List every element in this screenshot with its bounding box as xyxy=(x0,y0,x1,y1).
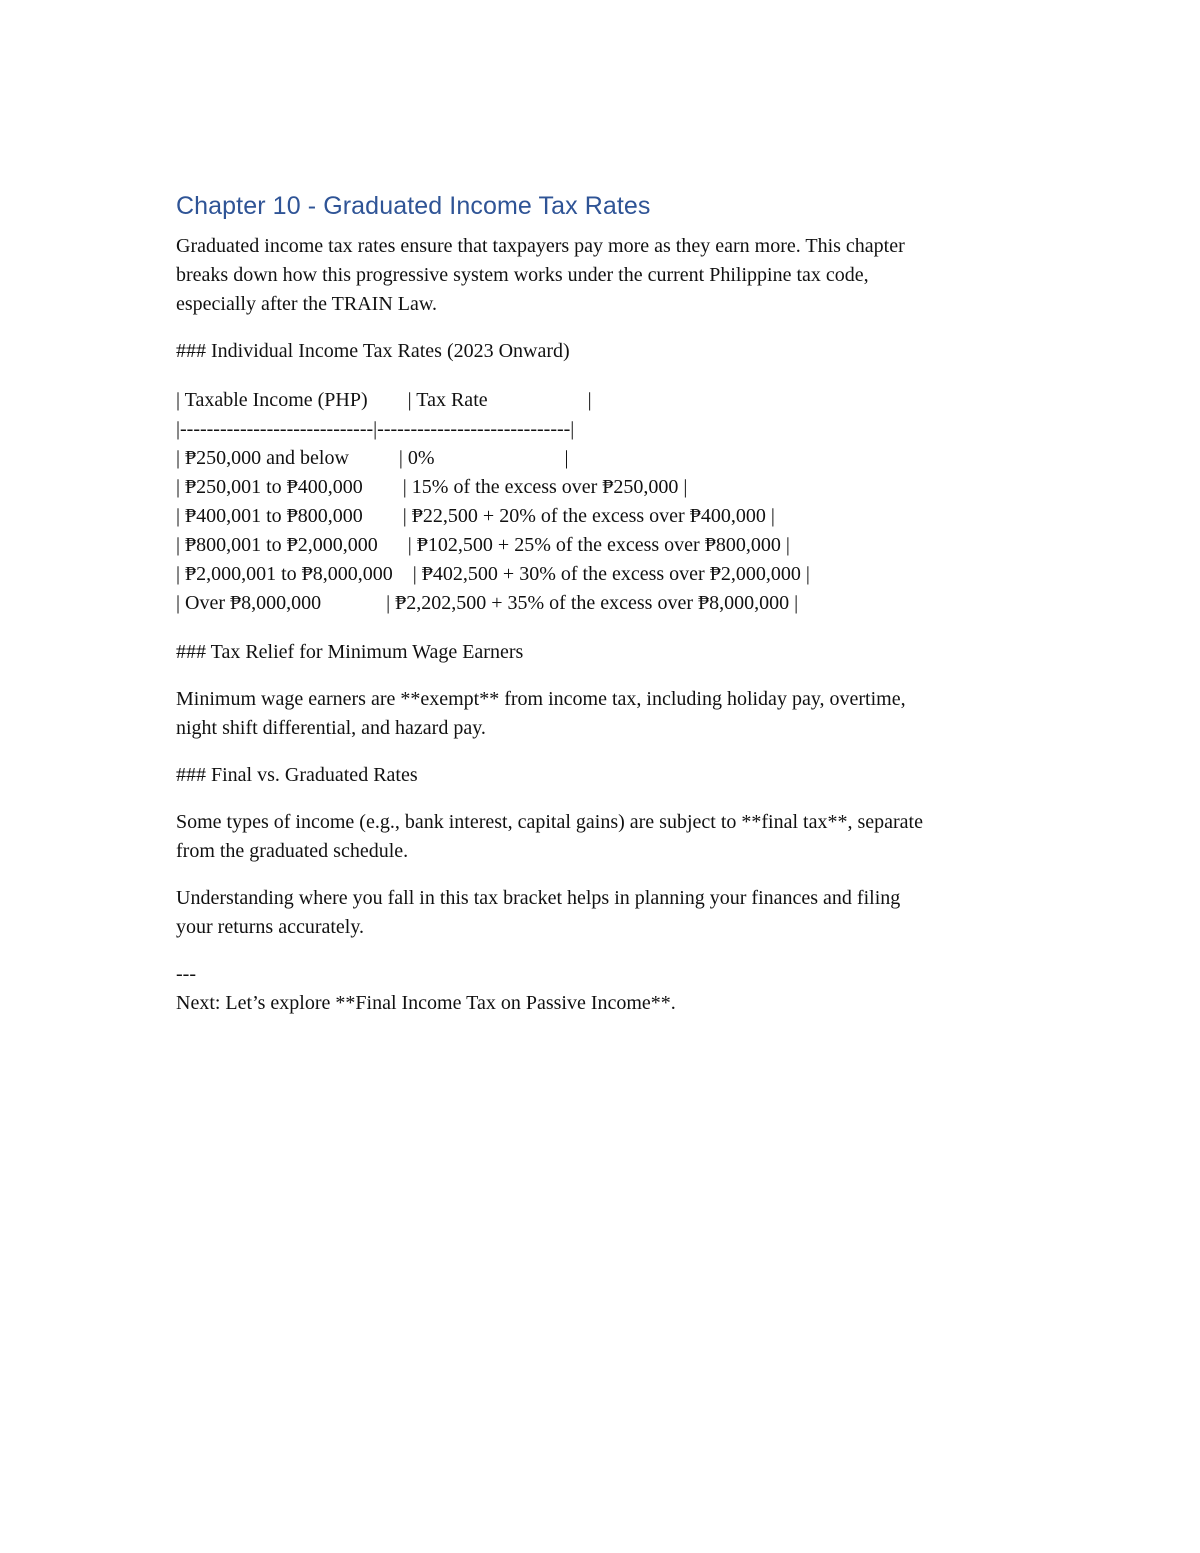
page-title: Chapter 10 - Graduated Income Tax Rates xyxy=(176,192,651,220)
paragraph-line: Some types of income (e.g., bank interest, capital gains) are subject to **final tax**, separate xyxy=(176,811,923,833)
document-page xyxy=(176,190,1056,1018)
section-heading-final-vs-graduated: ### Final vs. Graduated Rates xyxy=(176,764,418,786)
intro-paragraph xyxy=(176,232,1056,319)
table-header-row: | Taxable Income (PHP) | Tax Rate | xyxy=(176,389,592,411)
table-row: | ₱250,001 to ₱400,000 | 15% of the excess over ₱250,000 | xyxy=(176,476,688,498)
table-row: | ₱250,000 and below | 0% | xyxy=(176,447,569,469)
table-separator-row: |-----------------------------|-----------------------------| xyxy=(176,418,575,440)
table-row: | ₱800,001 to ₱2,000,000 | ₱102,500 + 25% of the excess over ₱800,000 | xyxy=(176,534,790,556)
section-heading-minimum-wage: ### Tax Relief for Minimum Wage Earners xyxy=(176,641,524,663)
paragraph-line: Understanding where you fall in this tax bracket helps in planning your finances and filing xyxy=(176,887,901,909)
paragraph-line: night shift differential, and hazard pay. xyxy=(176,717,486,739)
paragraph-line: from the graduated schedule. xyxy=(176,840,409,862)
final-vs-graduated-paragraph xyxy=(176,808,1056,866)
section-heading-tax-rates: ### Individual Income Tax Rates (2023 Onward) xyxy=(176,340,570,362)
table-row: | ₱400,001 to ₱800,000 | ₱22,500 + 20% of the excess over ₱400,000 | xyxy=(176,505,775,527)
intro-line: Graduated income tax rates ensure that taxpayers pay more as they earn more. This chapter xyxy=(176,235,905,257)
table-row: | ₱2,000,001 to ₱8,000,000 | ₱402,500 + 30% of the excess over ₱2,000,000 | xyxy=(176,563,810,585)
intro-line: breaks down how this progressive system works under the current Philippine tax code, xyxy=(176,264,869,286)
divider-text: --- xyxy=(176,963,196,985)
paragraph-line: Minimum wage earners are **exempt** from income tax, including holiday pay, overtime, xyxy=(176,688,906,710)
tax-rate-table xyxy=(176,386,1056,618)
next-chapter-line: Next: Let’s explore **Final Income Tax on Passive Income**. xyxy=(176,992,676,1014)
minimum-wage-paragraph xyxy=(176,685,1056,743)
closing-paragraph xyxy=(176,884,1056,942)
table-row: | Over ₱8,000,000 | ₱2,202,500 + 35% of the excess over ₱8,000,000 | xyxy=(176,592,799,614)
paragraph-line: your returns accurately. xyxy=(176,916,365,938)
intro-line: especially after the TRAIN Law. xyxy=(176,293,438,315)
